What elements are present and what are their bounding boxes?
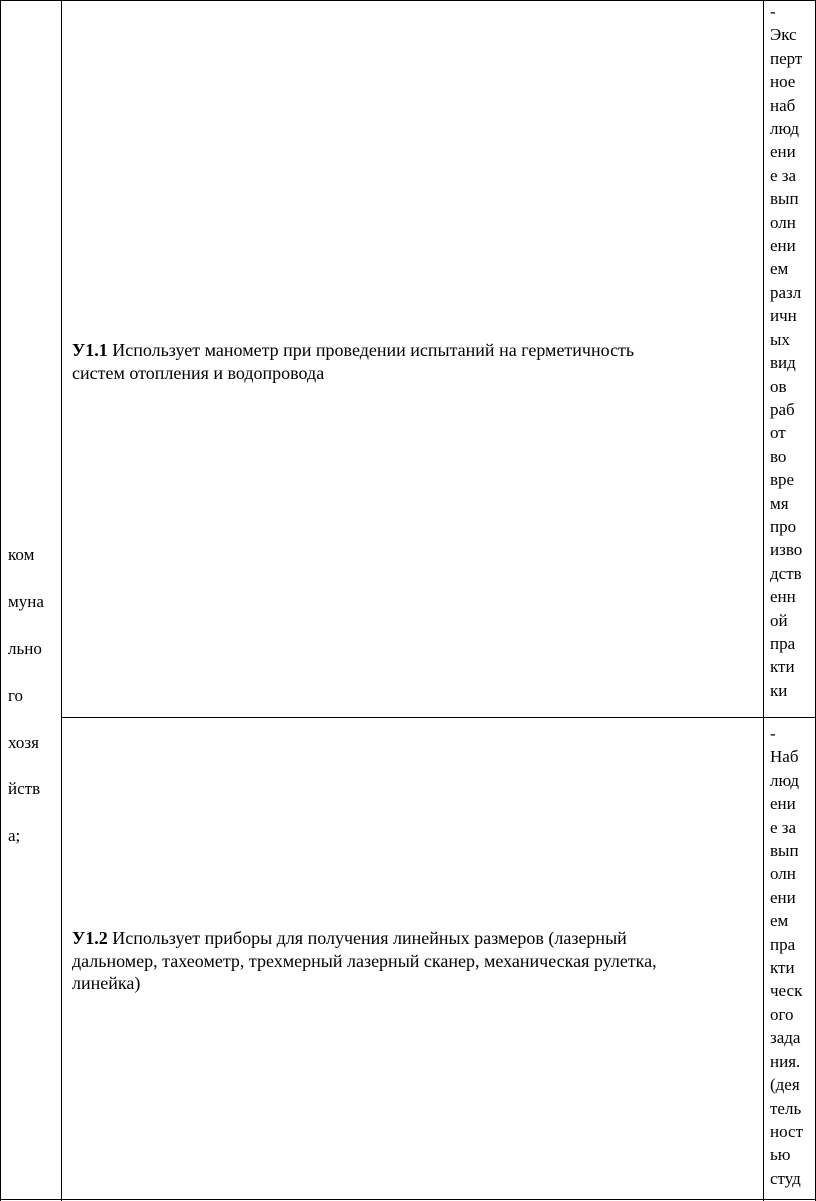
assessment-line: ния. xyxy=(770,1051,801,1071)
table-border-left xyxy=(0,0,1,1201)
assessment-line: дств xyxy=(770,563,802,583)
assessment-line: ени xyxy=(770,236,796,256)
assessment-line: раб xyxy=(770,399,795,419)
assessment-line: люд xyxy=(770,770,799,790)
skill-text-line3: линейка) xyxy=(72,973,141,993)
assessment-cell-row1 xyxy=(770,0,815,702)
assessment-line: ем xyxy=(770,911,789,931)
assessment-line: ное xyxy=(770,72,796,92)
assessment-line: Экс xyxy=(770,25,797,45)
assessment-line: ческ xyxy=(770,981,803,1001)
table-row-divider xyxy=(61,717,816,718)
assessment-line: - xyxy=(770,724,776,743)
assessment-line: перт xyxy=(770,48,803,68)
assessment-line: ки xyxy=(770,680,788,700)
assessment-line: ичн xyxy=(770,306,797,326)
assessment-line: тель xyxy=(770,1098,802,1118)
assessment-line: е за xyxy=(770,165,797,185)
assessment-line: кти xyxy=(770,657,795,677)
assessment-line: во xyxy=(770,446,787,466)
assessment-line: пра xyxy=(770,934,796,954)
skill-item-u1-1 xyxy=(72,339,744,384)
assessment-line: люд xyxy=(770,119,799,139)
table-border-col2 xyxy=(763,0,764,1201)
left-cell-line: льно xyxy=(8,639,42,659)
assessment-line: вид xyxy=(770,353,796,373)
assessment-line: е за xyxy=(770,817,797,837)
skill-code: У1.1 xyxy=(72,340,108,360)
assessment-line: от xyxy=(770,423,786,443)
skill-item-u1-2 xyxy=(72,927,744,995)
assessment-line: кти xyxy=(770,958,795,978)
assessment-line: ени xyxy=(770,887,796,907)
assessment-line: енн xyxy=(770,587,796,607)
assessment-line: ени xyxy=(770,142,796,162)
left-cell-line: йств xyxy=(8,779,41,799)
skill-text: Использует манометр при проведении испытаний на герметичность xyxy=(112,340,635,360)
assessment-line: наб xyxy=(770,95,796,115)
assessment-line: Наб xyxy=(770,747,799,767)
assessment-cell-row2 xyxy=(770,722,815,1190)
left-cell-line: а; xyxy=(8,826,21,846)
table-border-top xyxy=(0,0,816,1)
skill-text-line2: дальномер, тахеометр, трехмерный лазерный сканер, механическая рулетка, xyxy=(72,950,657,971)
assessment-line: олн xyxy=(770,212,796,232)
assessment-line: ем xyxy=(770,259,789,279)
assessment-line: разл xyxy=(770,282,802,302)
assessment-line: вып xyxy=(770,189,799,209)
assessment-line: - xyxy=(770,2,776,21)
skill-code: У1.2 xyxy=(72,928,108,948)
assessment-line: ност xyxy=(770,1121,803,1141)
left-cell-line: ком xyxy=(8,545,35,565)
assessment-line: зада xyxy=(770,1028,801,1048)
assessment-line: (дея xyxy=(770,1075,800,1095)
assessment-line: вып xyxy=(770,841,799,861)
assessment-line: про xyxy=(770,516,797,536)
left-cell-text xyxy=(8,520,58,871)
assessment-line: ени xyxy=(770,794,796,814)
assessment-line: мя xyxy=(770,493,789,513)
assessment-line: ов xyxy=(770,376,787,396)
table-border-col1 xyxy=(61,0,62,1201)
assessment-line: ых xyxy=(770,329,790,349)
left-cell-line: го xyxy=(8,685,24,705)
assessment-line: пра xyxy=(770,633,796,653)
assessment-line: олн xyxy=(770,864,796,884)
assessment-line: изво xyxy=(770,540,803,560)
left-cell-line: муна xyxy=(8,592,44,612)
assessment-line: ого xyxy=(770,1004,794,1024)
left-cell-line: хозя xyxy=(8,732,39,752)
table-border-bottom xyxy=(0,1199,816,1200)
assessment-line: ой xyxy=(770,610,788,630)
assessment-line: вре xyxy=(770,470,795,490)
skill-text-line2: систем отопления и водопровода xyxy=(72,362,325,383)
skill-text: Использует приборы для получения линейных размеров (лазерный xyxy=(112,928,627,948)
assessment-line: ью xyxy=(770,1145,791,1165)
assessment-line: студ xyxy=(770,1168,801,1188)
